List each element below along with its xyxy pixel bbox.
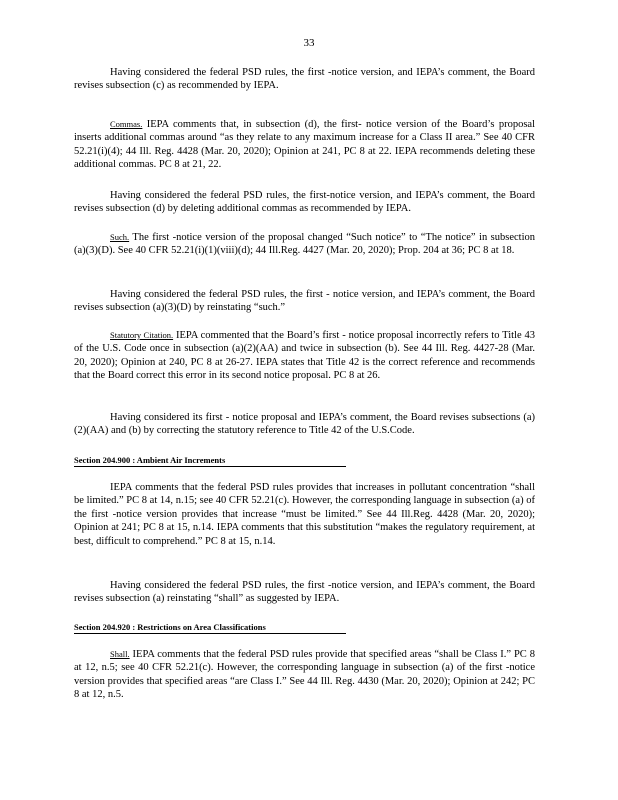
- paragraph-2: [74, 118, 535, 172]
- paragraph-9: Having considered the federal PSD rules, the first -notice version, and IEPA’s comment, the Board revises subsection (a) reinstating “shall” as suggested by IEPA.: [74, 580, 535, 605]
- paragraph-4: [74, 231, 535, 258]
- paragraph-3: Having considered the federal PSD rules, the first-notice version, and IEPA’s comment, the Board revises subsection (d) by deleting additional commas as recommended by IEPA.: [74, 190, 535, 215]
- paragraph-5: Having considered the federal PSD rules, the first - notice version, and IEPA’s comment, the Board revises subsection (a)(3)(D) by reinstating “such.”: [74, 289, 535, 314]
- paragraph-text: IEPA commented that the Board’s first - notice proposal incorrectly refers to Title 43 of the U.S. Code once in subsection (a)(2)(AA) and twice in subsection (b). See 44 Ill. Reg. 4427-28 (Mar. 20, 2020); Opinion at 240, PC 8 at 26-27. IEPA states that Title 42 is the correct reference and recommends that the Board correct this error in its second notice proposal. PC 8 at 26.: [74, 330, 536, 382]
- paragraph-10: [74, 648, 535, 702]
- paragraph-8: IEPA comments that the federal PSD rules provides that increases in pollutant concentration “shall be limited.” PC 8 at 14, n.15; see 40 CFR 52.21(c). However, the corresponding language in subsection (a) of the first -notice version provides that increase “must be limited.” See 44 Ill.Reg. 4428 (Mar. 20, 2020); Opinion at 241; PC 8 at 15, n.14. IEPA comments that this substitution “makes the regulatory requirement, at best, difficult to comprehend.” PC 8 at 15, n.14.: [74, 482, 535, 547]
- paragraph-7: Having considered its first - notice proposal and IEPA’s comment, the Board revises subsections (a)(2)(AA) and (b) by correcting the statutory reference to Title 42 of the U.S.Code.: [74, 412, 535, 437]
- paragraph-lead: Such.: [110, 232, 130, 242]
- paragraph-lead: Commas.: [110, 119, 143, 129]
- paragraph-6: [74, 329, 535, 383]
- paragraph-text: IEPA comments that the federal PSD rules provide that specified areas “shall be Class I.” PC 8 at 12, n.5; see 40 CFR 52.21(c). However, the corresponding language in subsection (a) of the first -notice version provides that specified areas “are Class I.” See 44 Ill. Reg. 4430 (Mar. 20, 2020); Opinion at 242; PC 8 at 12, n.5.: [74, 649, 535, 701]
- section-heading-204-920: Section 204.920 : Restrictions on Area Classifications: [74, 622, 346, 634]
- section-heading-204-900: Section 204.900 : Ambient Air Increments: [74, 455, 346, 467]
- paragraph-lead: Statutory Citation.: [110, 330, 174, 340]
- paragraph-lead: Shall.: [110, 649, 130, 659]
- page-number: 33: [303, 37, 315, 49]
- paragraph-text: The first -notice version of the proposal changed “Such notice” to “The notice” in subsection (a)(3)(D). See 40 CFR 52.21(i)(1)(viii)(d); 44 Ill.Reg. 4427 (Mar. 20, 2020); Prop. 204 at 36; PC 8 at 18.: [74, 232, 535, 257]
- paragraph-text: IEPA comments that, in subsection (d), the first- notice version of the Board’s proposal inserts additional commas around “as they relate to any maximum increase for a Class II area.” See 40 CFR 52.21(i)(4); 44 Ill. Reg. 4428 (Mar. 20, 2020); Opinion at 241, PC 8 at 22. IEPA recommends deleting these additional commas. PC 8 at 21, 22.: [74, 119, 535, 171]
- paragraph-1: Having considered the federal PSD rules, the first -notice version, and IEPA’s comment, the Board revises subsection (c) as recommended by IEPA.: [74, 67, 535, 92]
